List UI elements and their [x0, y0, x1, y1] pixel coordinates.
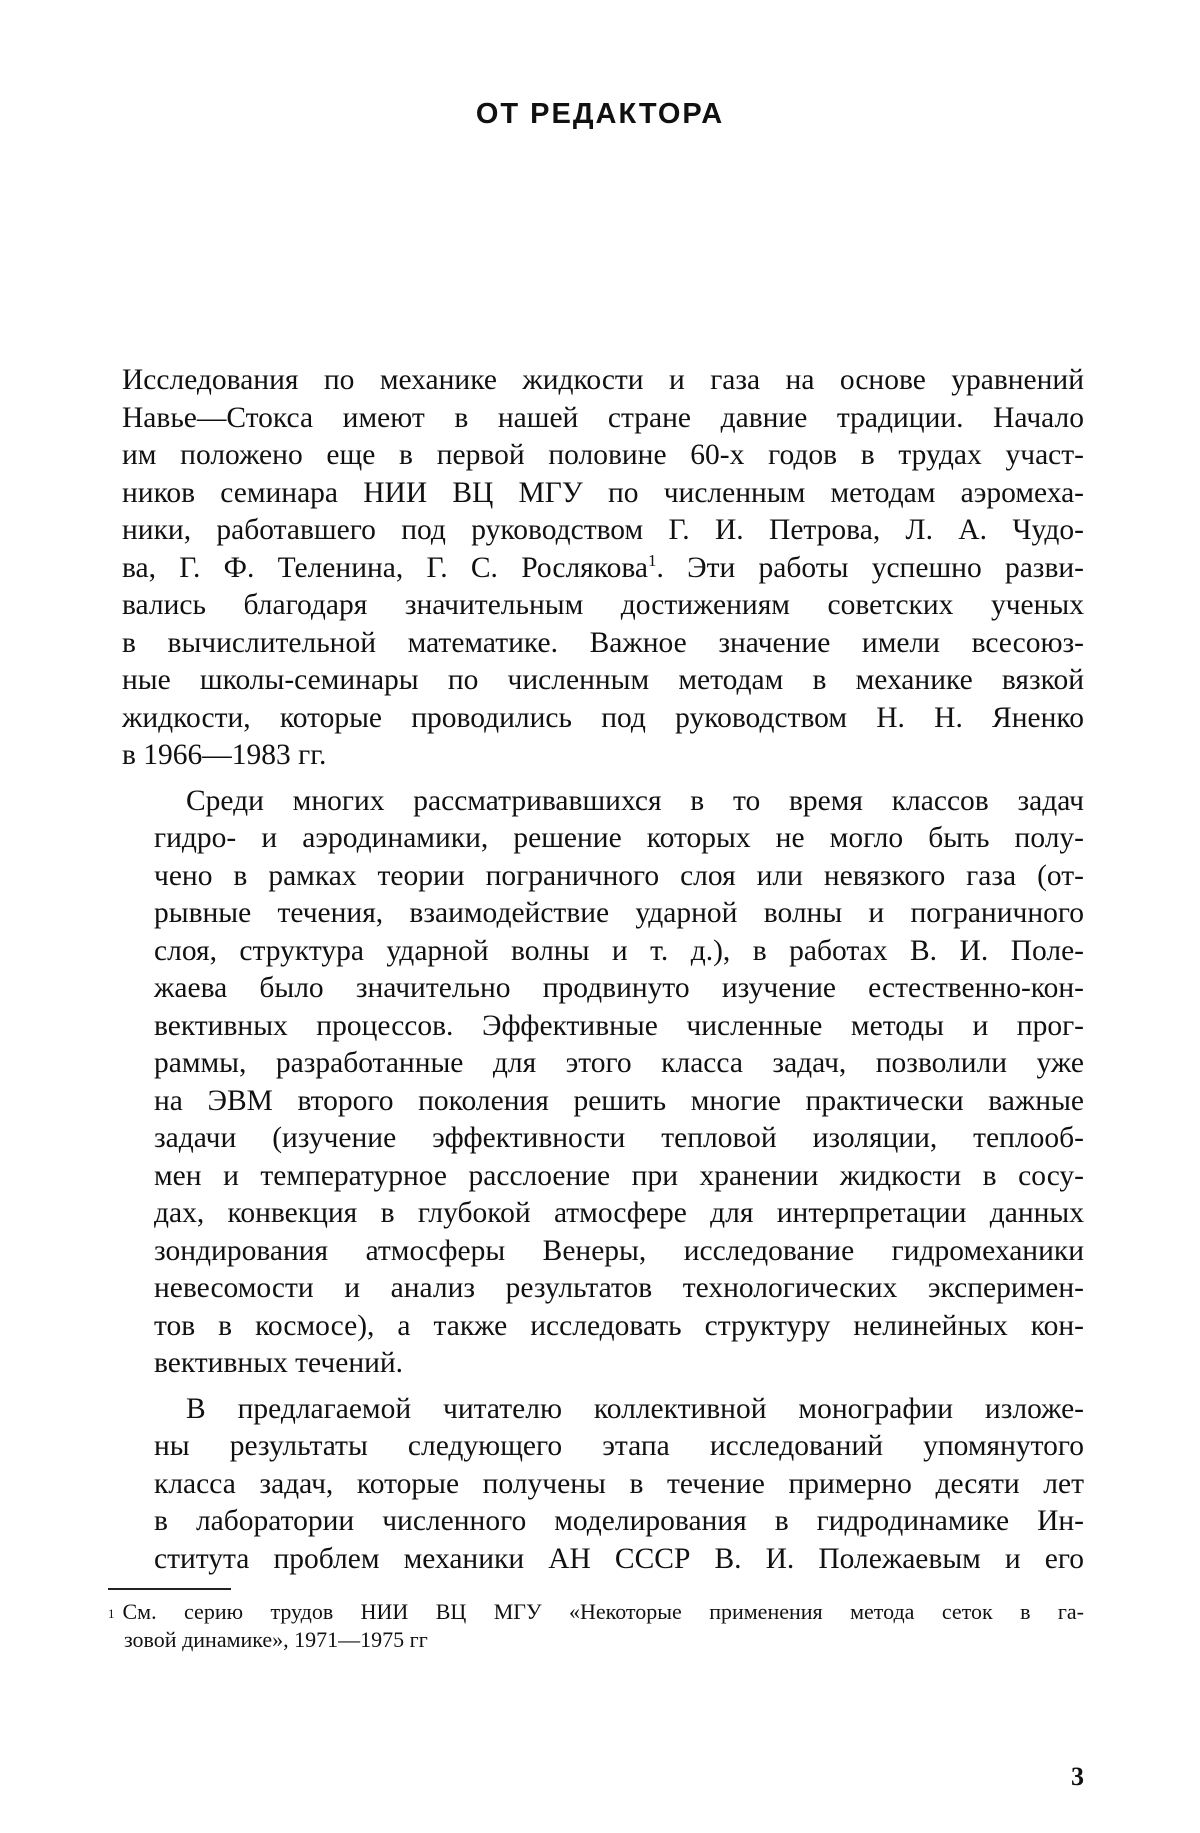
text-line: В предлагаемой читателю коллективной монографии изложе-	[186, 1392, 1084, 1425]
text-fragment: . Эти работы успешно разви-	[656, 551, 1084, 584]
paragraph-3	[122, 1391, 1084, 1579]
footnote-text: См. серию трудов НИИ ВЦ МГУ «Некоторые применения метода сеток в га-	[122, 1599, 1084, 1624]
text-line: задачи (изучение эффективности тепловой изоляции, теплооб-	[154, 1122, 1084, 1154]
footnote-line	[108, 1598, 1084, 1626]
text-line: класса задач, которые получены в течение примерно десяти лет	[154, 1467, 1084, 1500]
text-line: на ЭВМ второго поколения решить многие практически важные	[154, 1084, 1084, 1117]
paragraph-1	[122, 362, 1084, 775]
page-title: ОТ РЕДАКТОРА	[475, 98, 725, 130]
text-line: раммы, разработанные для этого класса задач, позволили уже	[154, 1047, 1084, 1079]
text-line-with-footnote	[122, 550, 1084, 588]
text-line: мен и температурное расслоение при хранении жидкости в сосу-	[154, 1159, 1084, 1192]
paragraph-2	[122, 783, 1084, 1383]
text-line: Исследования по механике жидкости и газа на основе уравнений	[122, 364, 1084, 396]
footnote-divider	[108, 1588, 231, 1590]
text-line: вективных течений.	[154, 1347, 404, 1379]
text-line: ники, работавшего под руководством Г. И. Петрова, Л. А. Чудо-	[122, 514, 1084, 546]
text-line: вективных процессов. Эффективные численные методы и прог-	[154, 1009, 1084, 1042]
text-line: гидро- и аэродинамики, решение которых не могло быть полу-	[154, 822, 1084, 854]
text-line: рывные течения, взаимодействие ударной волны и пограничного	[154, 897, 1084, 929]
text-line: Навье—Стокса имеют в нашей стране давние традиции. Начало	[122, 401, 1084, 434]
text-line: в вычислительной математике. Важное значение имели всесоюз-	[122, 626, 1084, 659]
text-line: ников семинара НИИ ВЦ МГУ по численным методам аэромеха-	[122, 476, 1084, 509]
text-line: тов в космосе), а также исследовать структуру нелинейных кон-	[154, 1309, 1084, 1342]
footnote-reference: 1	[647, 550, 657, 570]
footnote-mark: 1	[108, 1606, 115, 1621]
text-line: дах, конвекция в глубокой атмосфере для интерпретации данных	[154, 1197, 1084, 1229]
footnote	[108, 1598, 1084, 1654]
text-line: зондирования атмосферы Венеры, исследование гидромеханики	[154, 1234, 1084, 1267]
text-line: вались благодаря значительным достижениям советских ученых	[122, 589, 1084, 621]
text-line: жаева было значительно продвинуто изучение естественно-кон-	[154, 972, 1084, 1004]
text-line: ны результаты следующего этапа исследований упомянутого	[154, 1430, 1084, 1462]
text-line: чено в рамках теории пограничного слоя или невязкого газа (от-	[154, 859, 1084, 892]
text-line: ные школы-семинары по численным методам в механике вязкой	[122, 664, 1084, 696]
footnote-line: зовой динамике», 1971—1975 гг	[124, 1627, 428, 1652]
main-text	[122, 362, 1084, 1578]
text-line: им положено еще в первой половине 60-х годов в трудах участ-	[122, 439, 1084, 471]
text-line: ститута проблем механики АН СССР В. И. Полежаевым и его	[154, 1542, 1084, 1575]
page-number: 3	[1071, 1762, 1084, 1791]
text-line: в 1966—1983 гг.	[122, 739, 327, 771]
text-fragment: ва, Г. Ф. Теленина, Г. С. Рослякова	[122, 551, 648, 584]
text-line: слоя, структура ударной волны и т. д.), в работах В. И. Поле-	[154, 934, 1084, 967]
text-line: Среди многих рассматривавшихся в то время классов задач	[186, 784, 1084, 817]
text-line: в лаборатории численного моделирования в гидродинамике Ин-	[154, 1505, 1084, 1537]
text-line: жидкости, которые проводились под руководством Н. Н. Яненко	[122, 701, 1084, 734]
text-line: невесомости и анализ результатов технологических эксперимен-	[154, 1272, 1084, 1304]
